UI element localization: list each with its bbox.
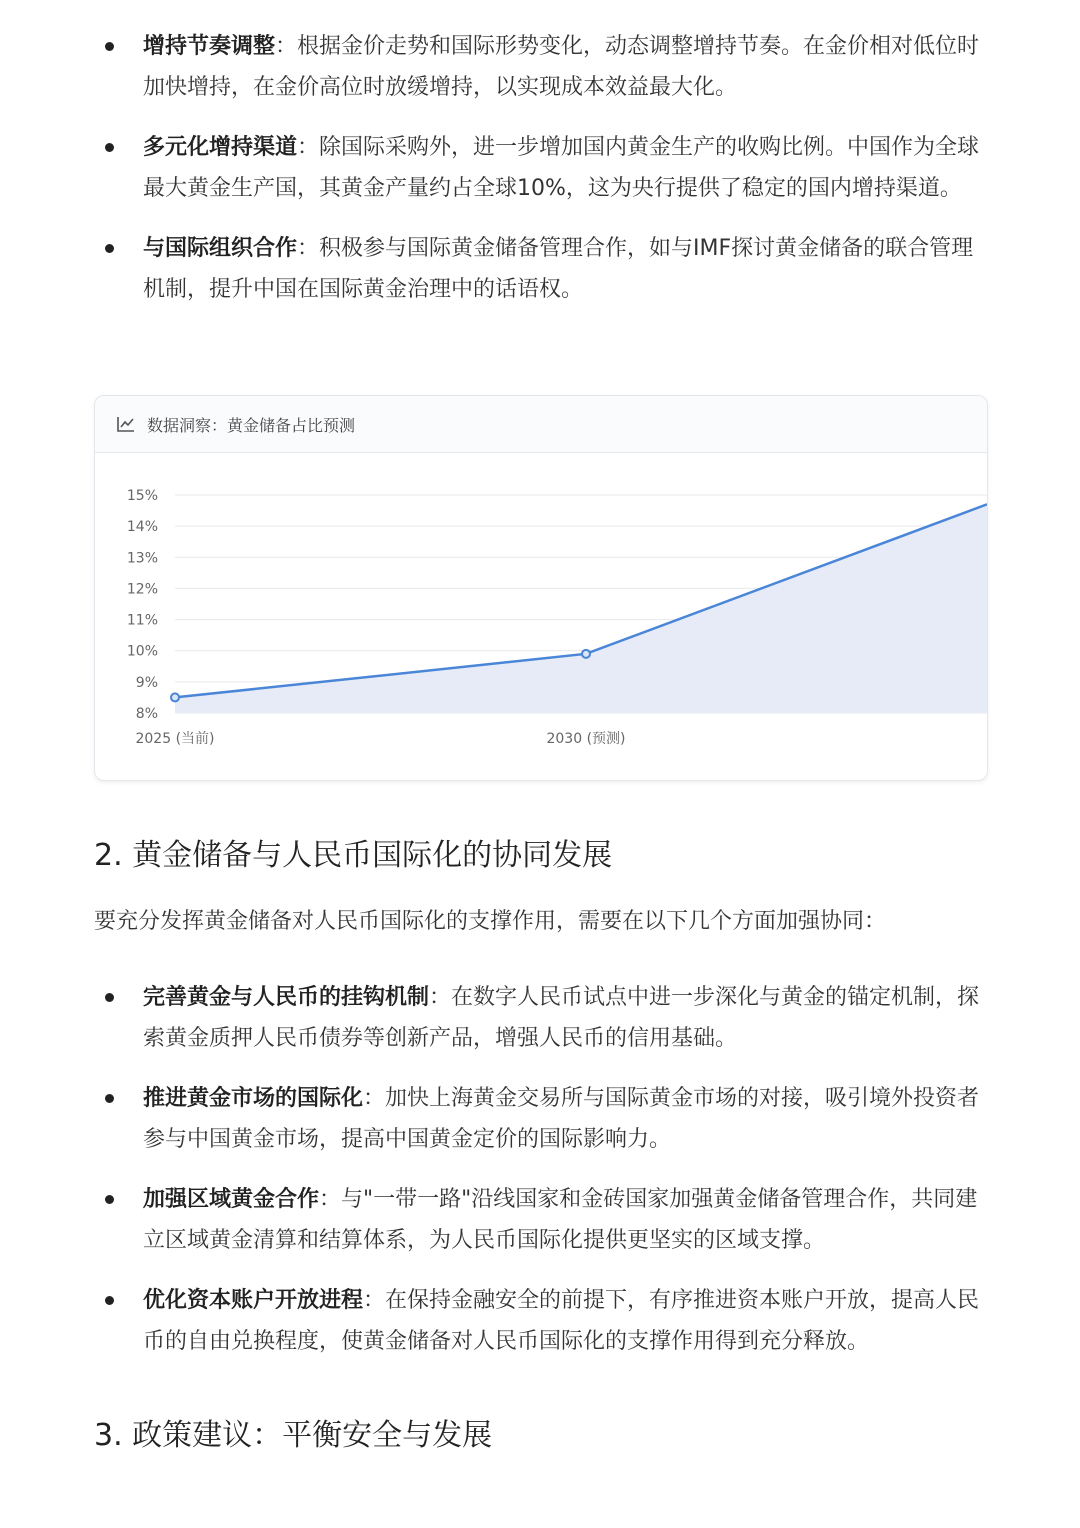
chart-card	[94, 395, 988, 781]
y-tick-label: 14%	[126, 519, 158, 536]
bullet-dot	[105, 42, 114, 51]
y-tick-label: 10%	[126, 643, 158, 660]
bullet-dot	[105, 143, 114, 152]
y-tick-label: 8%	[135, 706, 158, 722]
item-text: ：与"一带一路"沿线国家和金砖国家加强黄金储备管理合作，共同建立区域黄金清算和结算体系，为人民币国际化提供更坚实的区域支撑。	[143, 1187, 978, 1253]
x-tick-label: 2025 (当前)	[135, 731, 215, 747]
bullet-dot	[105, 1296, 114, 1305]
x-tick-label: 2030 (预测)	[546, 731, 626, 747]
item-text: ：在保持金融安全的前提下，有序推进资本账户开放，提高人民币的自由兑换程度，使黄金储备对人民币国际化的支撑作用得到充分释放。	[143, 1288, 980, 1354]
list-item	[0, 977, 1080, 1059]
item-text: ：加快上海黄金交易所与国际黄金市场的对接，吸引境外投资者参与中国黄金市场，提高中国黄金定价的国际影响力。	[143, 1086, 980, 1152]
item-title: 优化资本账户开放进程	[143, 1288, 364, 1313]
list-item	[0, 228, 1080, 310]
chart-header	[95, 396, 987, 453]
y-tick-label: 13%	[126, 550, 158, 567]
list-item	[0, 1078, 1080, 1160]
data-point	[171, 693, 179, 701]
y-tick-label: 11%	[126, 612, 158, 629]
item-text: ：除国际采购外，进一步增加国内黄金生产的收购比例。中国作为全球最大黄金生产国，其黄金产量约占全球10%，这为央行提供了稳定的国内增持渠道。	[143, 135, 980, 201]
section-intro: 要充分发挥黄金储备对人民币国际化的支撑作用，需要在以下几个方面加强协同：	[94, 909, 887, 934]
data-point	[582, 650, 590, 658]
bullet-dot	[105, 1195, 114, 1204]
y-tick-label: 15%	[126, 488, 158, 504]
item-title: 多元化增持渠道	[143, 135, 298, 160]
item-title: 与国际组织合作	[143, 236, 298, 261]
y-tick-label: 12%	[126, 581, 158, 598]
section-heading: 2. 黄金储备与人民币国际化的协同发展	[94, 838, 613, 873]
item-title: 加强区域黄金合作	[143, 1187, 320, 1212]
list-item	[0, 26, 1080, 108]
bullet-dot	[105, 1094, 114, 1103]
section-heading: 3. 政策建议：平衡安全与发展	[94, 1418, 493, 1453]
item-title: 完善黄金与人民币的挂钩机制	[143, 985, 430, 1010]
line-chart-icon	[117, 416, 135, 432]
item-title: 增持节奏调整	[143, 34, 276, 59]
gold-reserve-chart	[95, 453, 987, 779]
list-item	[0, 1280, 1080, 1362]
bullet-dot	[105, 244, 114, 253]
list-item	[0, 127, 1080, 209]
bullet-dot	[105, 993, 114, 1002]
item-text: ：积极参与国际黄金储备管理合作，如与IMF探讨黄金储备的联合管理机制，提升中国在国际黄金治理中的话语权。	[143, 236, 974, 302]
item-text: ：根据金价走势和国际形势变化，动态调整增持节奏。在金价相对低位时加快增持，在金价高位时放缓增持，以实现成本效益最大化。	[143, 34, 980, 100]
chart-title: 数据洞察：黄金储备占比预测	[147, 415, 356, 435]
bullet-list-strategies	[0, 26, 1080, 329]
item-text: ：在数字人民币试点中进一步深化与黄金的锚定机制，探索黄金质押人民币债券等创新产品，增强人民币的信用基础。	[143, 985, 980, 1051]
list-item	[0, 1179, 1080, 1261]
item-title: 推进黄金市场的国际化	[143, 1086, 364, 1111]
bullet-list-synergy	[0, 977, 1080, 1381]
y-tick-label: 9%	[135, 674, 158, 691]
